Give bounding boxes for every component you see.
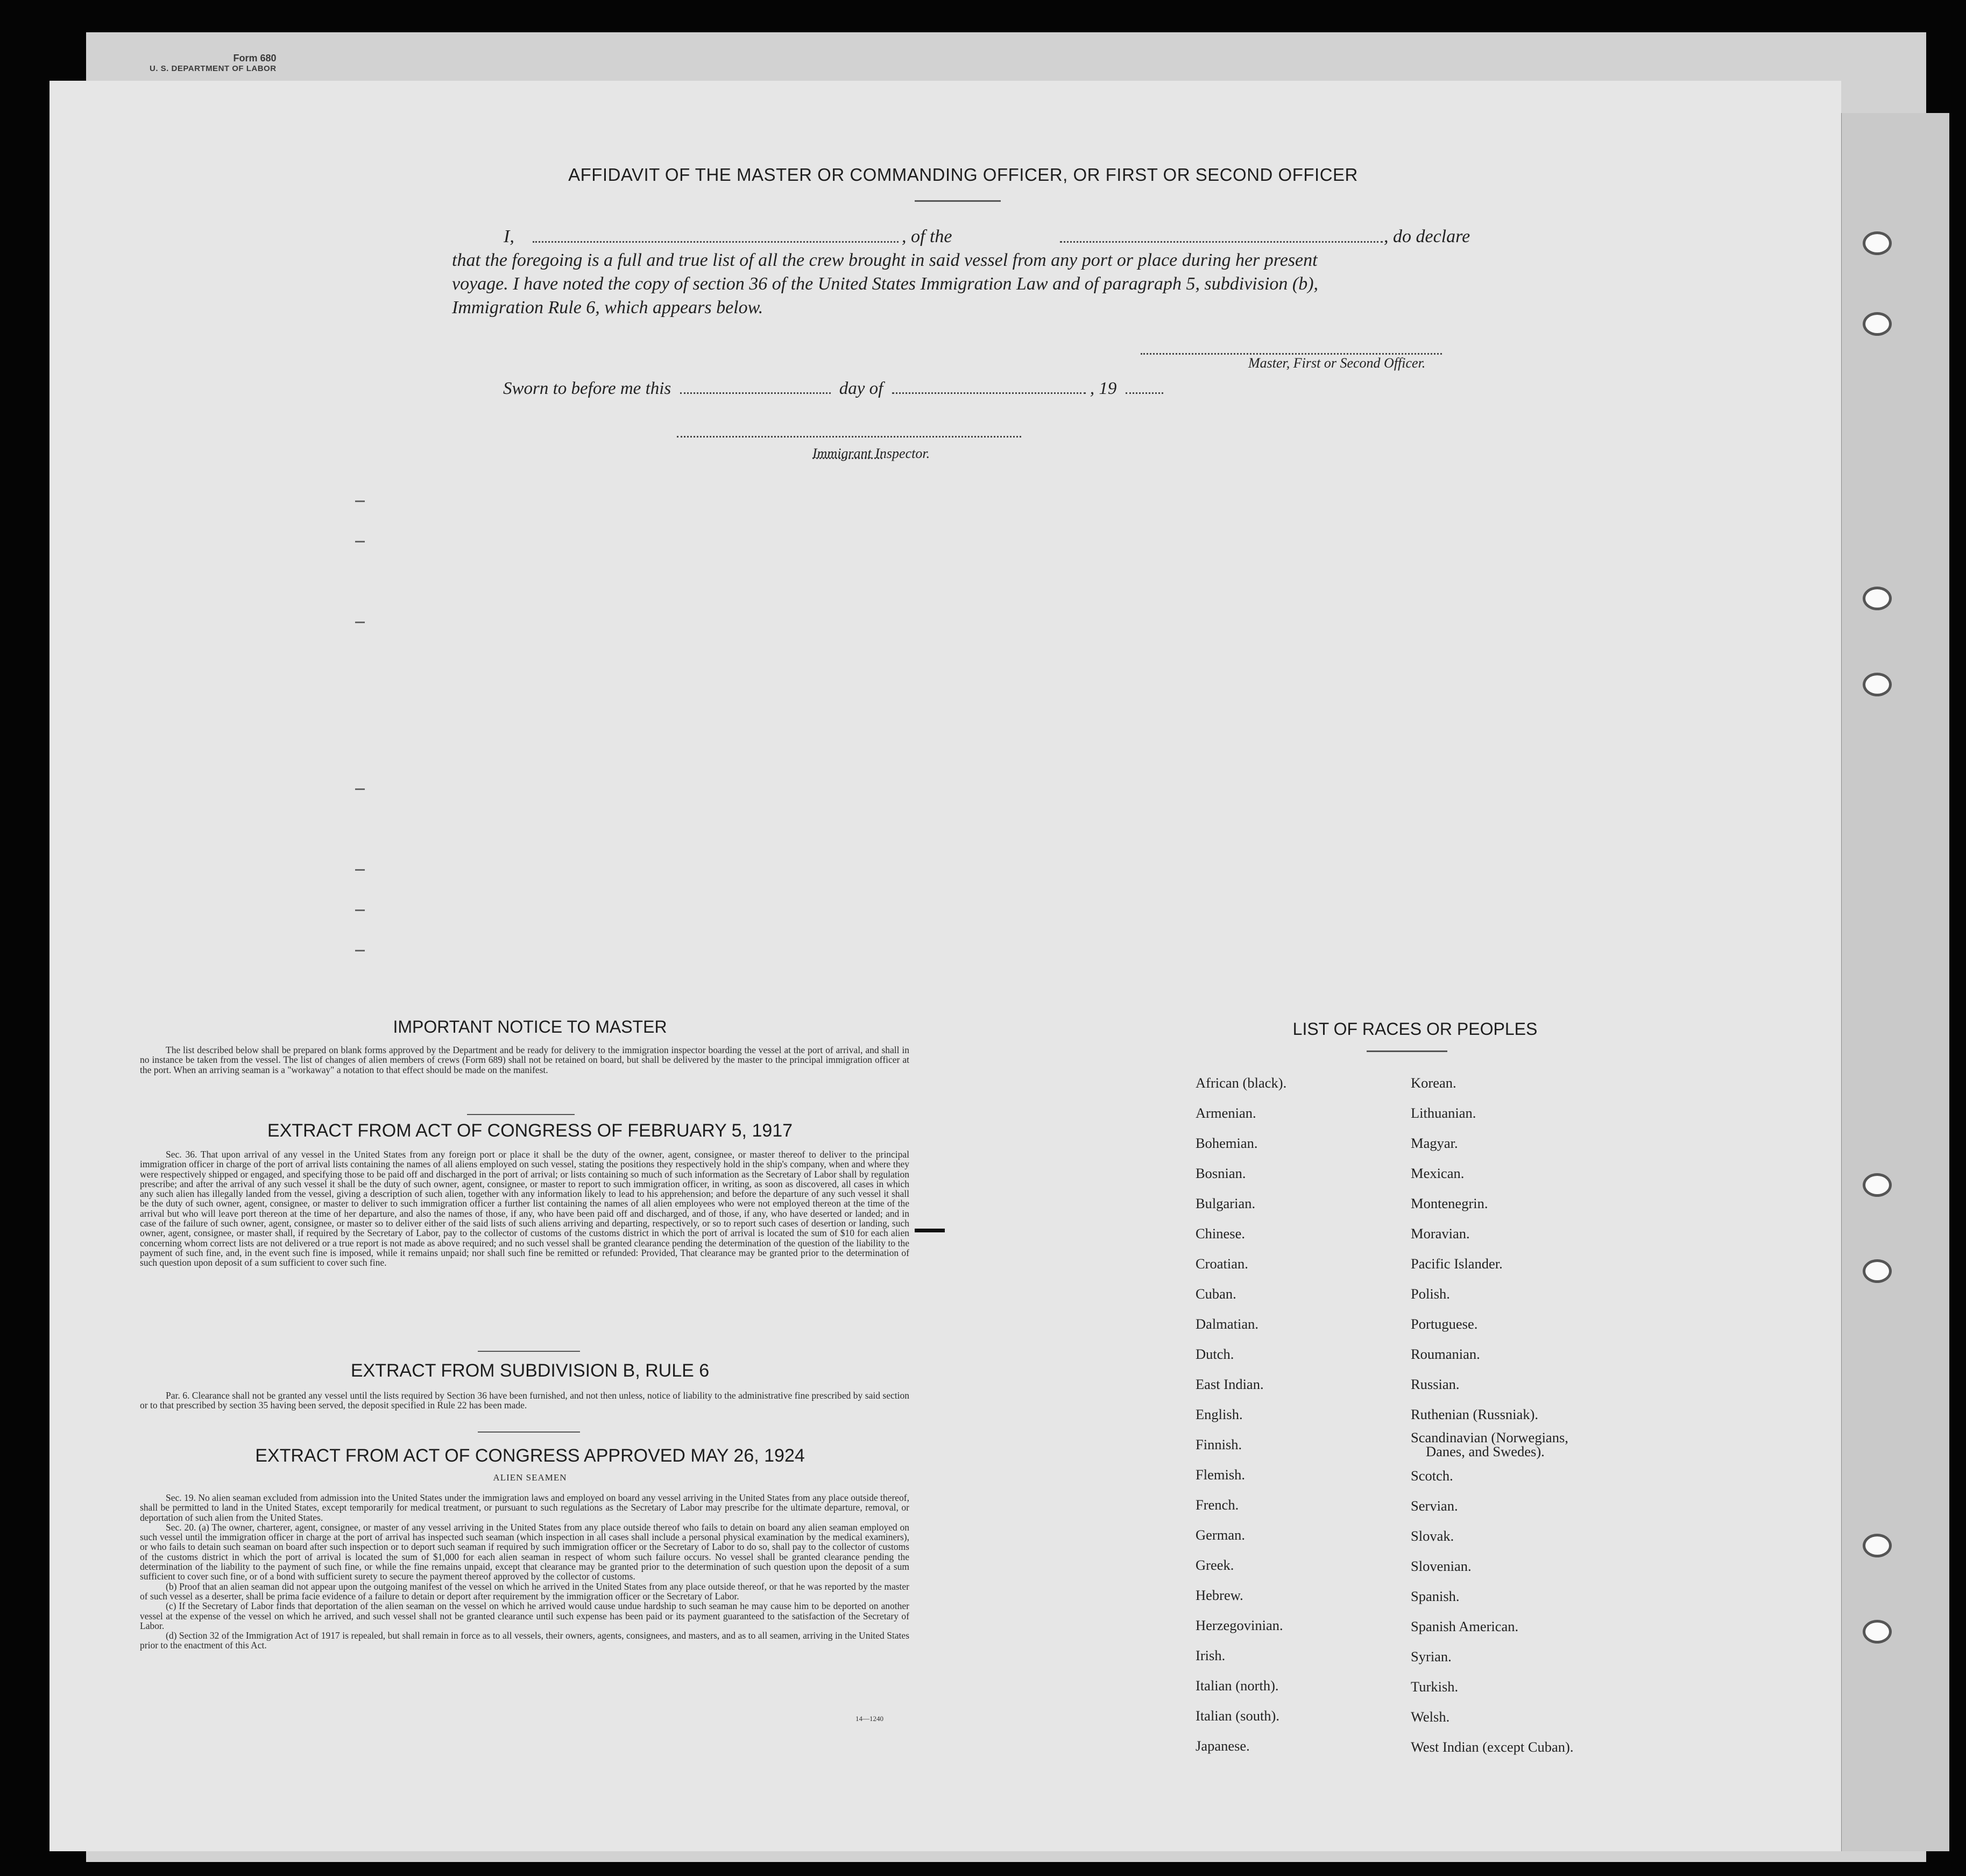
affidavit-do-declare: , do declare — [1384, 227, 1470, 246]
race-item: Herzegovinian. — [1196, 1617, 1283, 1633]
race-item: Flemish. — [1196, 1466, 1246, 1483]
extract-1924-text — [140, 1493, 909, 1651]
race-item: Slovak. — [1411, 1528, 1454, 1544]
races-right-column — [1411, 1068, 1574, 1762]
underlying-page-edge — [1840, 113, 1949, 1851]
races-rule — [1367, 1050, 1447, 1052]
affidavit-of-the: , of the — [902, 227, 952, 246]
section-20b-paragraph: (b) Proof that an alien seaman did not appear upon the outgoing manifest of the vessel on which he arrived in the United States from any place outside thereof, or that he was reported by the master of such vessel as a deserter, shall be prima facie evidence of a failure to detain or deport after requirement by the immigration officer or the Secretary of Labor. — [140, 1581, 909, 1602]
title-rule — [915, 200, 1001, 202]
sworn-statement — [503, 379, 1168, 399]
race-item: Hebrew. — [1196, 1587, 1243, 1603]
race-item: African (black). — [1196, 1075, 1287, 1091]
day-blank[interactable] — [680, 392, 831, 394]
race-item: Armenian. — [1196, 1105, 1256, 1121]
bleed-through-mark — [355, 622, 365, 623]
paragraph-6: Par. 6. Clearance shall not be granted any vessel until the lists required by Section 36 have been furnished, and not then unless, notice of liability to the administrative fine prescribed by said section or to that prescribed by section 35 having been served, the deposit specified in Rule 22 has been made. — [140, 1390, 909, 1411]
race-item: Bulgarian. — [1196, 1195, 1256, 1211]
affidavit-line-3: voyage. I have noted the copy of section 36 of the United States Immigration Law and of paragraph 5, subdivision (b), — [452, 274, 1319, 294]
print-code: 14—1240 — [855, 1715, 883, 1723]
punch-hole-icon — [1863, 1259, 1892, 1283]
vessel-blank[interactable] — [1060, 241, 1383, 243]
affidavit-line-4: Immigration Rule 6, which appears below. — [452, 298, 763, 318]
race-item: Italian (south). — [1196, 1708, 1280, 1724]
race-item: Polish. — [1411, 1286, 1450, 1302]
master-signature-label: Master, First or Second Officer. — [1248, 355, 1426, 371]
race-item: Greek. — [1196, 1557, 1234, 1573]
races-left-column — [1196, 1068, 1286, 1761]
alien-seamen-subheading: ALIEN SEAMEN — [493, 1472, 567, 1483]
race-item: Lithuanian. — [1411, 1105, 1476, 1121]
race-item: Russian. — [1411, 1376, 1460, 1392]
section-rule — [478, 1431, 580, 1433]
ink-mark — [915, 1229, 945, 1232]
extract-rule6-heading: EXTRACT FROM SUBDIVISION B, RULE 6 — [350, 1360, 710, 1381]
notice-heading: IMPORTANT NOTICE TO MASTER — [393, 1017, 667, 1036]
extract-1917-text — [140, 1149, 909, 1268]
extract-rule6-text — [140, 1391, 909, 1410]
master-signature-line[interactable] — [1141, 353, 1442, 355]
race-item-line-2: Danes, and Swedes). — [1426, 1443, 1545, 1459]
race-item: Mexican. — [1411, 1165, 1465, 1181]
race-item: Spanish American. — [1411, 1618, 1519, 1634]
affidavit-i: I, — [504, 227, 514, 246]
section-rule — [478, 1351, 580, 1352]
affidavit-title: AFFIDAVIT OF THE MASTER OR COMMANDING OFFICER, OR FIRST OR SECOND OFFICER — [568, 165, 1358, 185]
bleed-through-mark — [355, 909, 365, 911]
race-item: Servian. — [1411, 1498, 1458, 1514]
race-item-line-1: Scandinavian (Norwegians, — [1411, 1429, 1568, 1445]
notice-text — [140, 1045, 909, 1075]
section-rule — [467, 1114, 575, 1115]
punch-hole-icon — [1863, 673, 1892, 696]
bleed-through-mark — [355, 788, 365, 790]
race-item: Moravian. — [1411, 1225, 1470, 1242]
race-item: Turkish. — [1411, 1678, 1459, 1695]
bleed-through-mark — [355, 950, 365, 951]
race-item: Portuguese. — [1411, 1316, 1478, 1332]
race-item: Italian (north). — [1196, 1677, 1279, 1694]
punch-hole-icon — [1863, 312, 1892, 336]
year-prefix: , 19 — [1090, 379, 1117, 398]
race-item: Montenegrin. — [1411, 1195, 1488, 1211]
race-item: Welsh. — [1411, 1709, 1450, 1725]
form-identifier — [150, 53, 277, 74]
section-19-paragraph: Sec. 19. No alien seaman excluded from admission into the United States under the immigration laws and employed on board any vessel arriving in the United States from any place outside thereof, shall be permitted to land in the United States, except temporarily for medical treatment, or pursuant to such regulations as the Secretary of Labor may prescribe for the ultimate departure, removal, or deportation of such alien from the United States. — [140, 1492, 909, 1523]
punch-hole-icon — [1863, 1173, 1892, 1197]
race-item: German. — [1196, 1527, 1245, 1543]
bleed-through-mark — [355, 500, 365, 502]
bleed-through-mark — [355, 541, 365, 542]
form-number: Form 680 — [233, 53, 277, 64]
race-item: French. — [1196, 1497, 1239, 1513]
race-item: Japanese. — [1196, 1738, 1250, 1754]
affidavit-text — [452, 225, 1490, 320]
name-blank[interactable] — [533, 241, 899, 243]
race-item: Scotch. — [1411, 1468, 1453, 1484]
race-item: Dutch. — [1196, 1346, 1234, 1362]
race-item: Ruthenian (Russniak). — [1411, 1406, 1538, 1422]
race-item: Magyar. — [1411, 1135, 1458, 1151]
race-item: Dalmatian. — [1196, 1316, 1258, 1332]
race-item: Finnish. — [1196, 1436, 1242, 1452]
race-item: Roumanian. — [1411, 1346, 1480, 1362]
race-item: East Indian. — [1196, 1376, 1264, 1392]
year-blank[interactable] — [1126, 392, 1163, 394]
race-item: Syrian. — [1411, 1648, 1452, 1665]
race-item: Spanish. — [1411, 1588, 1460, 1604]
department-name: U. S. DEPARTMENT OF LABOR — [150, 64, 277, 73]
punch-hole-icon — [1863, 587, 1892, 610]
affidavit-line-1 — [452, 225, 1490, 249]
race-item: Croatian. — [1196, 1256, 1248, 1272]
race-item: Pacific Islander. — [1411, 1256, 1503, 1272]
races-heading: LIST OF RACES OR PEOPLES — [1292, 1019, 1538, 1039]
sworn-text: Sworn to before me this — [503, 379, 671, 398]
bleed-through-mark — [355, 869, 365, 871]
punch-hole-icon — [1863, 1534, 1892, 1557]
race-item: Korean. — [1411, 1075, 1456, 1091]
section-20c-paragraph: (c) If the Secretary of Labor finds that deportation of the alien seaman on the vessel on which he arrived would cause undue hardship to such seaman he may cause him to be deported on another vessel at the expense of the vessel on which he arrived, and such vessel shall not be granted clearance until such expense has been paid or its payment guaranteed to the satisfaction of the Secretary of Labor. — [140, 1600, 909, 1631]
section-20a-paragraph: Sec. 20. (a) The owner, charterer, agent, consignee, or master of any vessel arriving in the United States from any place outside thereof who fails to detain on board any alien seaman employed on such vessel until the immigration officer in charge at the port of arrival has inspected such seaman (which inspection in all cases shall include a personal physical examination by the medical examiners), or who fails to detain such seaman on board after such inspection or to deport such seaman if required by such immigration officer or the Secretary of Labor to do so, shall pay to the collector of customs of the customs district in which the port of arrival is located the sum of $1,000 for each alien seaman in respect of whom such failure occurs. No vessel shall be granted clearance pending the determination of the liability to the payment of such fine, or while the fine remains unpaid, except that clearance may be granted prior to the determination of such question upon the deposit of a sum sufficient to cover such fine, or of a bond with sufficient surety to secure the payment thereof approved by the collector of customs. — [140, 1521, 909, 1582]
inspector-label: Immigrant Inspector. — [812, 446, 930, 461]
affidavit-line-2: that the foregoing is a full and true list of all the crew brought in said vessel from any port or place during her present — [452, 250, 1318, 270]
notice-paragraph: The list described below shall be prepared on blank forms approved by the Department and be ready for delivery to the immigration inspector boarding the vessel at the port of arrival, and shall in no instance be taken from the vessel. The list of changes of alien members of crews (Form 689) shall not be retained on board, but shall be delivered by the master to the principal immigration officer at the port. When an arriving seaman is a "workaway" a notation to that effect should be made on the manifest. — [140, 1045, 909, 1075]
extract-1917-heading: EXTRACT FROM ACT OF CONGRESS OF FEBRUARY 5, 1917 — [267, 1120, 793, 1141]
race-item-scandinavian — [1411, 1429, 1574, 1461]
race-item: Bohemian. — [1196, 1135, 1258, 1151]
inspector-signature-line[interactable] — [677, 436, 1021, 438]
race-item: Slovenian. — [1411, 1558, 1472, 1574]
section-36-paragraph: Sec. 36. That upon arrival of any vessel in the United States from any foreign port or place it shall be the duty of the owner, agent, consignee, or master thereof to deliver to the principal immigration officer in charge of the port of arrival lists containing the names of all aliens employed on such vessel, stating the positions they respectively hold in the ship's company, when and where they were respectively shipped or engaged, and specifying those to be paid off and discharged in the port of arrival; or lists containing so much of such information as the Secretary of Labor shall by regulation prescribe; and after the arrival of any such vessel it shall be the duty of such owner, agent, consignee, or master to report to such immigration officer, in writing, as soon as discovered, all cases in which any such alien has illegally landed from the vessel, giving a description of such alien, together with any information likely to lead to his apprehension; and before the departure of any such vessel it shall be the duty of such owner, agent, consignee, or master to deliver to such immigration officer a further list containing the names of all alien employees who were not employed thereon at the time of the arrival but who will leave port thereon at the time of her departure, and also the names of those, if any, who have been paid off and discharged, and of those, if any, who have deserted or landed; and in case of the failure of such owner, agent, consignee, or master so to deliver either of the said lists of such aliens arriving and departing, respectively, or so to report such cases of desertion or landing, such owner, agent, consignee, or master shall, if required by the Secretary of Labor, pay to the collector of customs of the customs district in which the port of arrival is located the sum of $10 for each alien concerning whom correct lists are not delivered or a true report is not made as above required; and no such vessel shall be granted clearance pending the determination of the question of the liability to the payment of such fine, and, in the event such fine is imposed, while it remains unpaid; nor shall such fine be remitted or refunded: Provided, That clearance may be granted prior to the determination of such question upon deposit of a sum sufficient to cover such fine. — [140, 1149, 909, 1268]
race-item: Irish. — [1196, 1647, 1226, 1663]
month-blank[interactable] — [892, 392, 1086, 394]
extract-1924-heading: EXTRACT FROM ACT OF CONGRESS APPROVED MAY 26, 1924 — [255, 1445, 805, 1466]
race-item: Cuban. — [1196, 1286, 1236, 1302]
race-item: English. — [1196, 1406, 1243, 1422]
section-20d-paragraph: (d) Section 32 of the Immigration Act of 1917 is repealed, but shall remain in force as to all vessels, their owners, agents, consignees, and masters, and as to all seamen, arriving in the United States prior to the enactment of this Act. — [140, 1630, 909, 1651]
race-item: Bosnian. — [1196, 1165, 1246, 1181]
race-item: Chinese. — [1196, 1225, 1245, 1242]
day-of-text: day of — [839, 379, 883, 398]
punch-hole-icon — [1863, 1620, 1892, 1644]
punch-hole-icon — [1863, 231, 1892, 255]
race-item: West Indian (except Cuban). — [1411, 1739, 1574, 1755]
